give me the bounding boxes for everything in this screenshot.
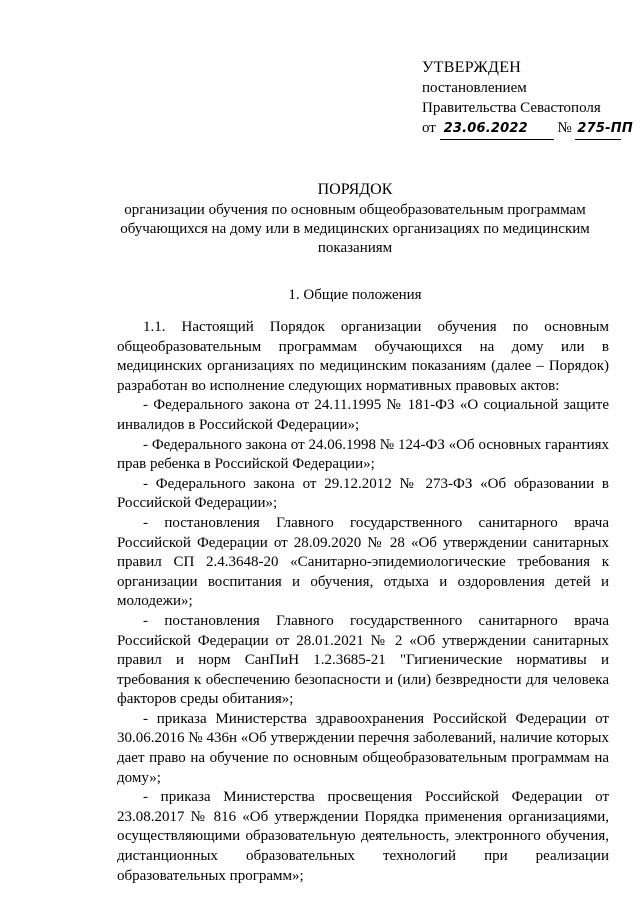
- approval-title: УТВЕРЖДЕН: [422, 59, 522, 76]
- document-subtitle: организации обучения по основным общеобразовательным программам обучающихся на дому или в медицинских организациях по медицинским показаниям: [120, 202, 590, 256]
- paragraph: - Федерального закона от 24.11.1995 № 181-ФЗ «О социальной защите инвалидов в Российской Федерации»;: [117, 397, 609, 433]
- paragraph: - Федерального закона от 24.06.1998 № 124-ФЗ «Об основных гарантиях прав ребенка в Российской Федерации»;: [117, 436, 609, 473]
- approval-line-2: Правительства Севастополя: [422, 100, 601, 116]
- approval-date-line: [422, 118, 633, 140]
- approval-number: 275-ПП: [575, 119, 621, 140]
- document-heading: [100, 180, 610, 258]
- document-title: ПОРЯДОК: [317, 181, 393, 198]
- paragraph: - постановления Главного государственного санитарного врача Российской Федерации от 28.01.2021 № 2 «Об утверждении санитарных правил и норм СанПиН 1.2.3685-21 "Гигиенические нормативы и требования к обеспечению безопасности и (или) безвредности для человека факторов среды обитания»;: [117, 612, 609, 708]
- document-body: [117, 318, 609, 886]
- approval-from-label: от: [422, 120, 436, 136]
- paragraph: - Федерального закона от 29.12.2012 № 273-ФЗ «Об образовании в Российской Федерации»;: [117, 475, 609, 512]
- paragraph: 1.1. Настоящий Порядок организации обучения по основным общеобразовательным программам обучающихся на дому или в медицинских организациях по медицинским показаниям (далее – Порядок) разработан во исполнение следующих нормативных правовых актов:: [117, 319, 609, 394]
- approval-line-1: постановлением: [422, 80, 527, 96]
- approval-date: 23.06.2022: [440, 119, 554, 140]
- paragraph: - постановления Главного государственного санитарного врача Российской Федерации от 28.09.2020 № 28 «Об утверждении санитарных правил СП 2.4.3648-20 «Санитарно-эпидемиологические требования к организации воспитания и обучения, отдыха и оздоровления детей и молодежи»;: [117, 514, 609, 610]
- paragraph: - приказа Министерства просвещения Российской Федерации от 23.08.2017 № 816 «Об утверждении Порядка применения организациями, осуществляющими образовательную деятельность, электронного обучения, дистанционных образовательных технологий при реализации образовательных программ»;: [117, 789, 609, 884]
- approval-block: [422, 58, 633, 140]
- paragraph: - приказа Министерства здравоохранения Российской Федерации от 30.06.2016 № 436н «Об утверждении перечня заболеваний, наличие которых дает право на обучение по основным общеобразовательным программам на дому»;: [117, 710, 609, 786]
- section-title: 1. Общие положения: [288, 287, 422, 303]
- approval-number-label: №: [557, 120, 572, 136]
